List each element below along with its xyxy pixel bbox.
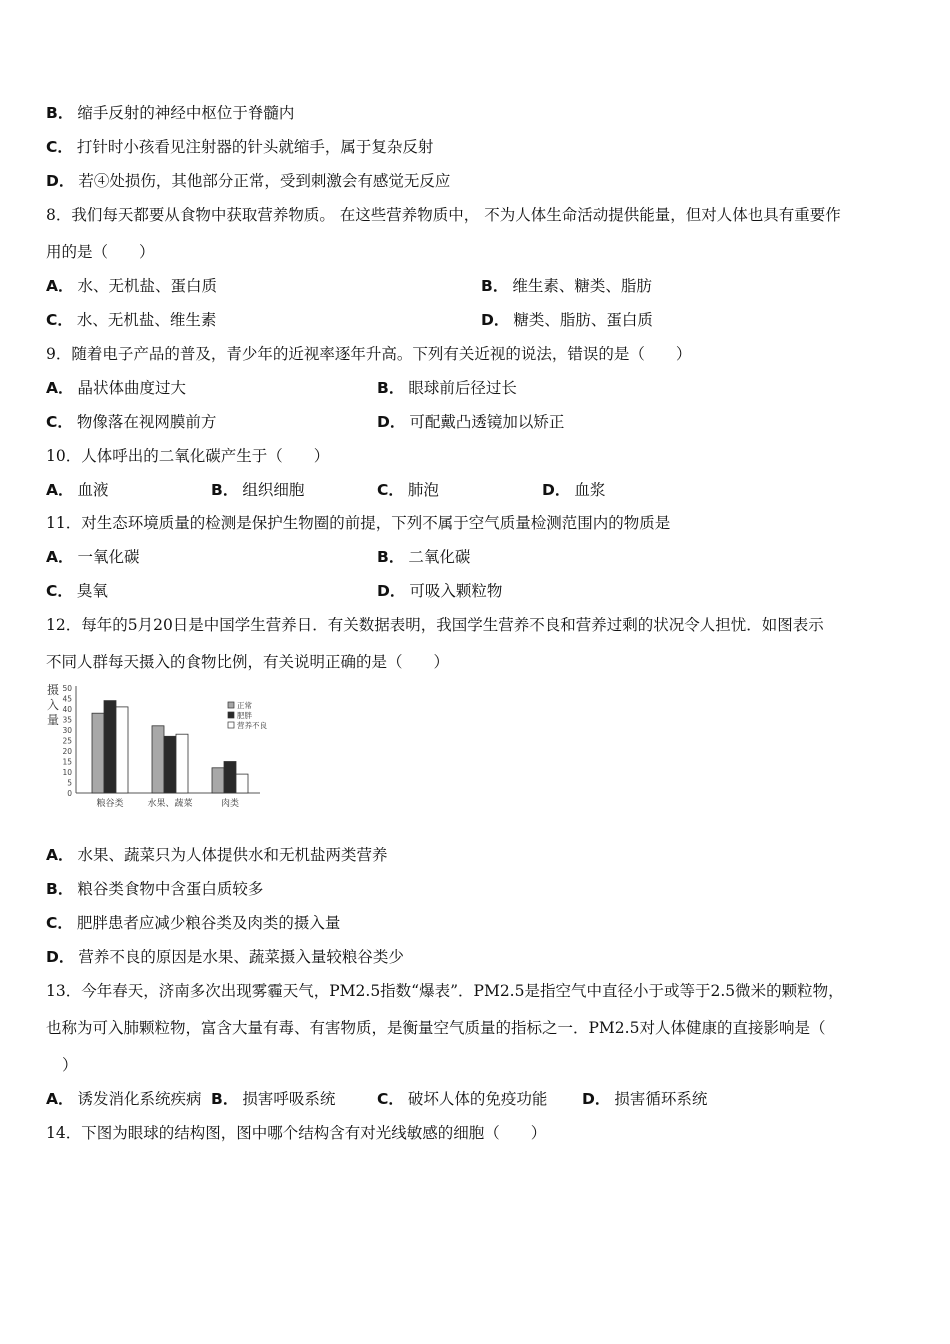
option-label: C．: [46, 311, 73, 329]
y-axis-ticks: [62, 684, 72, 798]
option-label: B．: [377, 379, 405, 397]
q7-option-b: [46, 103, 294, 123]
option-label: A．: [46, 277, 74, 295]
option-text: 晶状体曲度过大: [77, 379, 187, 397]
option-label: C．: [46, 582, 73, 600]
option-label: D．: [46, 172, 75, 190]
q13-option-c: [377, 1089, 547, 1109]
option-text: 水果、蔬菜只为人体提供水和无机盐两类营养: [77, 846, 388, 864]
q13-stem-line2: 也称为可入肺颗粒物，富含大量有毒、有害物质，是衡量空气质量的指标之一．PM2.5对人体健康的直接影响是（: [46, 1019, 826, 1037]
bar: [152, 726, 164, 793]
option-label: B．: [211, 1090, 239, 1108]
bar-series: [92, 701, 248, 793]
q12-option-d: [46, 947, 404, 967]
bar: [212, 768, 224, 793]
q9-option-c: [46, 412, 216, 432]
y-tick-label: 25: [62, 736, 72, 746]
y-axis-title-char: 入: [47, 698, 60, 712]
q10-option-c: [377, 480, 439, 500]
bar: [104, 701, 116, 793]
option-text: 打针时小孩看见注射器的针头就缩手，属于复杂反射: [76, 138, 434, 156]
x-axis-tick-labels: [96, 797, 239, 809]
bar: [92, 713, 104, 793]
option-text: 诱发消化系统疾病: [77, 1090, 202, 1108]
y-tick-label: 15: [62, 757, 72, 767]
q11-stem: 11．对生态环境质量的检测是保护生物圈的前提，下列不属于空气质量检测范围内的物质是: [46, 514, 671, 532]
q13-stem-line1: 13．今年春天，济南多次出现雾霾天气，PM2.5指数“爆表”．PM2.5是指空气中直径小于或等于2.5微米的颗粒物，: [46, 982, 844, 1000]
option-text: 血浆: [574, 481, 606, 499]
option-label: C．: [46, 914, 73, 932]
legend-label: 肥胖: [237, 711, 252, 720]
option-label: D．: [377, 582, 406, 600]
option-text: 水、无机盐、蛋白质: [77, 277, 218, 295]
legend-swatch: [228, 722, 234, 728]
q8-stem-line1: 8．我们每天都要从食物中获取营养物质。 在这些营养物质中， 不为人体生命活动提供能量，但对人体也具有重要作: [46, 206, 841, 224]
option-label: C．: [377, 481, 404, 499]
option-text: 肥胖患者应减少粮谷类及肉类的摄入量: [76, 914, 341, 932]
q7-option-d: [46, 171, 450, 191]
q10-stem: 10．人体呼出的二氧化碳产生于（ ）: [46, 447, 330, 465]
y-tick-label: 20: [62, 747, 72, 756]
x-tick-label: 肉类: [220, 799, 240, 809]
q11-option-c: [46, 581, 108, 601]
bar: [164, 736, 176, 793]
q12-option-b: [46, 879, 263, 899]
y-tick-label: 35: [62, 715, 72, 725]
q8-option-b: [481, 276, 652, 296]
option-label: A．: [46, 1090, 74, 1108]
q12-stem-line2: 不同人群每天摄入的食物比例，有关说明正确的是（ ）: [46, 653, 450, 671]
option-text: 二氧化碳: [408, 548, 471, 566]
q12-option-c: [46, 913, 340, 933]
y-axis-title: [47, 682, 59, 727]
q9-option-b: [377, 378, 517, 398]
option-text: 维生素、糖类、脂肪: [512, 277, 652, 295]
q12-option-a: [46, 845, 388, 865]
option-label: D．: [542, 481, 571, 499]
option-text: 营养不良的原因是水果、蔬菜摄入量较粮谷类少: [78, 948, 404, 966]
option-text: 缩手反射的神经中枢位于脊髓内: [77, 104, 295, 122]
x-tick-label: 粮谷类: [96, 799, 124, 809]
q8-option-c: [46, 310, 216, 330]
option-text: 一氧化碳: [77, 548, 140, 566]
y-tick-label: 0: [67, 789, 72, 798]
option-text: 若④处损伤，其他部分正常，受到刺激会有感觉无反应: [78, 172, 451, 190]
q8-option-a: [46, 276, 217, 296]
q9-option-d: [377, 412, 564, 432]
q10-option-a: [46, 480, 109, 500]
option-label: B．: [377, 548, 405, 566]
legend-swatch: [228, 712, 234, 718]
option-text: 水、无机盐、维生素: [76, 311, 217, 329]
y-axis-title-char: 摄: [47, 683, 60, 697]
option-text: 血液: [77, 481, 109, 499]
option-label: D．: [377, 413, 406, 431]
q14-stem: 14．下图为眼球的结构图，图中哪个结构含有对光线敏感的细胞（ ）: [46, 1124, 547, 1142]
q10-option-b: [211, 480, 304, 500]
option-text: 可配戴凸透镜加以矫正: [409, 413, 565, 431]
option-label: B．: [46, 104, 74, 122]
legend-swatch: [228, 702, 234, 708]
option-text: 臭氧: [76, 582, 108, 600]
q12-stem-line1: 12．每年的5月20日是中国学生营养日．有关数据表明，我国学生营养不良和营养过剩的状况令人担忧．如图表示: [46, 616, 824, 634]
option-text: 组织细胞: [242, 481, 305, 499]
q13-option-a: [46, 1089, 202, 1109]
option-text: 粮谷类食物中含蛋白质较多: [77, 880, 264, 898]
q11-option-b: [377, 547, 470, 567]
option-text: 破坏人体的免疫功能: [407, 1090, 548, 1108]
y-axis-title-char: 量: [47, 713, 60, 727]
q11-option-d: [377, 581, 502, 601]
q13-option-d: [582, 1089, 707, 1109]
option-label: B．: [211, 481, 239, 499]
legend-label: 营养不良: [237, 721, 267, 730]
q7-option-c: [46, 137, 433, 157]
y-tick-label: 45: [62, 694, 72, 704]
q9-option-a: [46, 378, 186, 398]
y-tick-label: 5: [67, 778, 72, 788]
option-label: C．: [377, 1090, 404, 1108]
q8-option-d: [481, 310, 653, 330]
option-label: B．: [481, 277, 509, 295]
option-text: 肺泡: [407, 481, 439, 499]
option-label: A．: [46, 846, 74, 864]
y-tick-label: 50: [62, 684, 72, 693]
y-tick-label: 30: [62, 726, 72, 735]
q8-stem-line2: 用的是（ ）: [46, 243, 155, 261]
option-label: C．: [46, 413, 73, 431]
option-label: B．: [46, 880, 74, 898]
bar: [176, 734, 188, 793]
option-text: 损害循环系统: [614, 1090, 708, 1108]
y-tick-label: 10: [62, 768, 72, 777]
chart-legend: [228, 700, 267, 730]
q13-stem-line3: ）: [62, 1056, 78, 1074]
bar: [224, 762, 236, 794]
option-text: 糖类、脂肪、蛋白质: [513, 311, 653, 329]
bar: [236, 774, 248, 793]
x-tick-label: 水果、蔬菜: [147, 799, 193, 809]
option-label: D．: [46, 948, 75, 966]
option-label: A．: [46, 548, 74, 566]
y-tick-label: 40: [62, 705, 72, 714]
legend-label: 正常: [237, 701, 252, 710]
q9-stem: 9．随着电子产品的普及，青少年的近视率逐年升高。下列有关近视的说法，错误的是（ ）: [46, 345, 692, 363]
option-label: A．: [46, 481, 74, 499]
food-intake-bar-chart: [40, 680, 290, 815]
option-text: 损害呼吸系统: [242, 1090, 336, 1108]
option-text: 物像落在视网膜前方: [76, 413, 217, 431]
option-label: C．: [46, 138, 73, 156]
option-label: D．: [481, 311, 510, 329]
q13-option-b: [211, 1089, 335, 1109]
option-label: D．: [582, 1090, 611, 1108]
option-text: 可吸入颗粒物: [409, 582, 503, 600]
option-label: A．: [46, 379, 74, 397]
q10-option-d: [542, 480, 605, 500]
q11-option-a: [46, 547, 140, 567]
option-text: 眼球前后径过长: [408, 379, 517, 397]
bar: [116, 707, 128, 793]
